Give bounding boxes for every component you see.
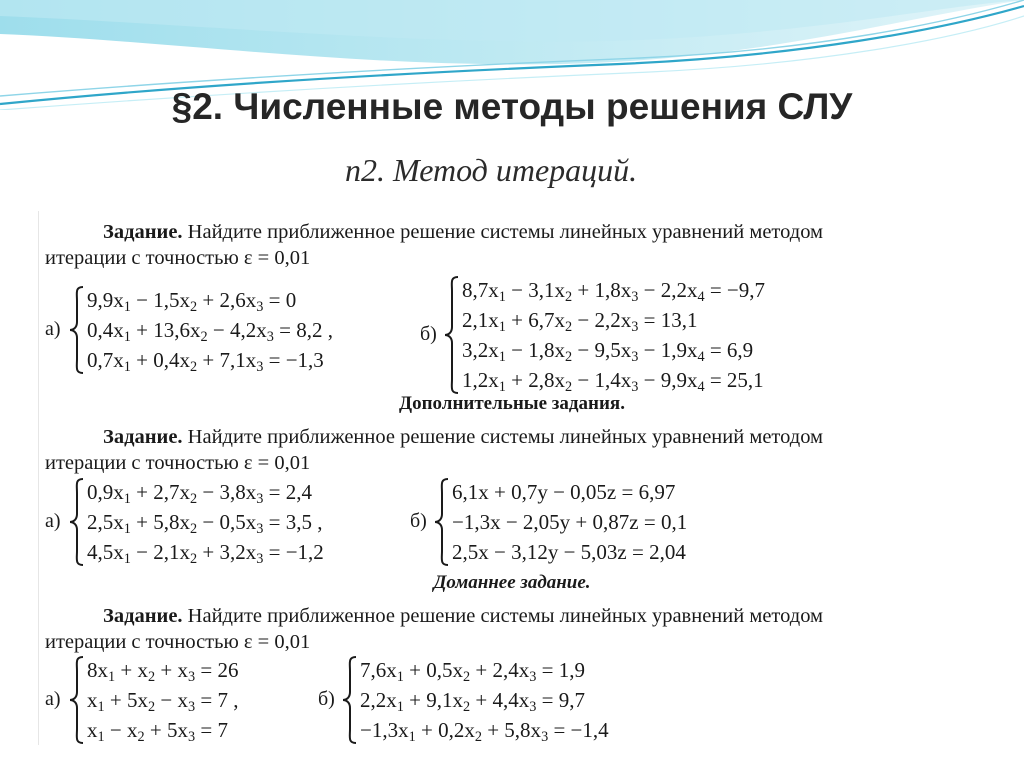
task-text: Найдите приближенное решение системы линейных уравнений методом <box>187 426 824 448</box>
equation: $x_1 + 5x_2 - x_3 = 7$ , <box>87 688 239 715</box>
task-precision: итерации с точностью ε = 0,01 <box>45 247 311 269</box>
system-label: б) <box>420 323 437 345</box>
equation: $1,2x_1 + 2,8x_2 - 1,4x_3 - 9,9x_4 = 25,1$ <box>462 368 764 395</box>
equation: $0,9x_1 + 2,7x_2 - 3,8x_3 = 2,4$ <box>87 480 312 507</box>
equation: $0,4x_1 + 13,6x_2 - 4,2x_3 = 8,2$ , <box>87 318 333 345</box>
equation-lines <box>360 655 609 745</box>
task-keyword: Задание. <box>103 426 183 448</box>
curly-brace <box>444 275 460 395</box>
task-precision: итерации с точностью ε = 0,01 <box>45 452 311 474</box>
curly-brace <box>342 655 358 745</box>
slide-subtitle: п2. Метод итераций. <box>345 152 638 188</box>
equation: $7,6x_1 + 0,5x_2 + 2,4x_3 = 1,9$ <box>360 658 585 685</box>
task-statement-2 <box>45 424 1015 476</box>
curly-brace <box>434 477 450 567</box>
equation-lines <box>462 275 765 395</box>
slide-title: §2. Численные методы решения СЛУ <box>171 86 853 127</box>
equation: 6,1x + 0,7y − 0,05z = 6,97 <box>452 480 676 504</box>
equation: $3,2x_1 - 1,8x_2 - 9,5x_3 - 1,9x_4 = 6,9$ <box>462 338 754 365</box>
task-text: Найдите приближенное решение системы линейных уравнений методом <box>187 221 824 243</box>
equation: $x_1 - x_2 + 5x_3 = 7$ <box>87 718 228 745</box>
task-statement-3 <box>45 603 1015 655</box>
equation: −1,3x − 2,05y + 0,87z = 0,1 <box>452 510 688 534</box>
equation: $2,1x_1 + 6,7x_2 - 2,2x_3 = 13,1$ <box>462 308 698 335</box>
equation-lines <box>452 477 687 567</box>
equation: $-1,3x_1 + 0,2x_2 + 5,8x_3 = -1,4$ <box>360 718 609 745</box>
equation-lines <box>87 655 238 745</box>
task-statement-1 <box>45 219 1015 271</box>
section-heading-additional: Дополнительные задания. <box>399 393 625 414</box>
system-label: б) <box>318 688 335 710</box>
equation: $9,9x_1 - 1,5x_2 + 2,6x_3 = 0$ <box>87 288 297 315</box>
curly-brace <box>69 655 85 745</box>
equation-lines <box>87 285 333 375</box>
task-keyword: Задание. <box>103 605 183 627</box>
system-label: а) <box>45 510 61 532</box>
system-label: б) <box>410 510 427 532</box>
equation: $2,2x_1 + 9,1x_2 + 4,4x_3 = 9,7$ <box>360 688 585 715</box>
curly-brace <box>69 477 85 567</box>
equation: $8x_1 + x_2 + x_3 = 26$ <box>87 658 239 685</box>
task-text: Найдите приближенное решение системы линейных уравнений методом <box>187 605 824 627</box>
task-precision: итерации с точностью ε = 0,01 <box>45 631 311 653</box>
curly-brace <box>69 285 85 375</box>
equation: $2,5x_1 + 5,8x_2 - 0,5x_3 = 3,5$ , <box>87 510 323 537</box>
system-label: а) <box>45 318 61 340</box>
equation: $8,7x_1 - 3,1x_2 + 1,8x_3 - 2,2x_4 = -9,7$ <box>462 278 766 305</box>
system-label: а) <box>45 688 61 710</box>
task-keyword: Задание. <box>103 221 183 243</box>
equation: 2,5x − 3,12y − 5,03z = 2,04 <box>452 540 686 564</box>
equation: $0,7x_1 + 0,4x_2 + 7,1x_3 = -1,3$ <box>87 348 324 375</box>
equation: $4,5x_1 - 2,1x_2 + 3,2x_3 = -1,2$ <box>87 540 324 567</box>
equation-lines <box>87 477 324 567</box>
section-heading-homework: Доманнее задание. <box>433 572 591 593</box>
